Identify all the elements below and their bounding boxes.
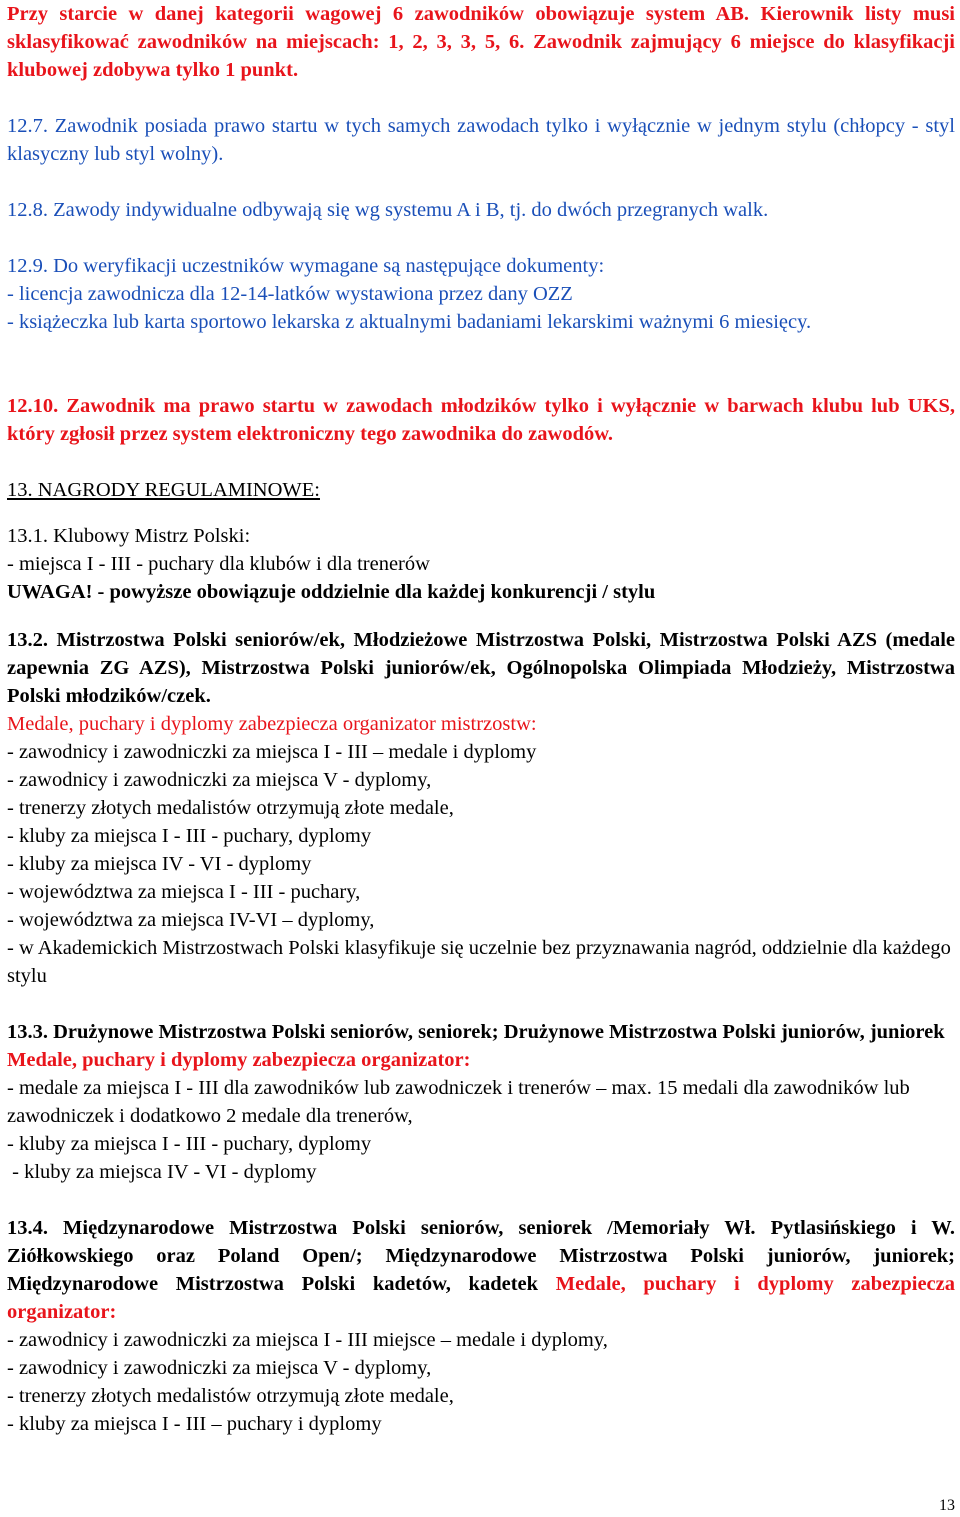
list-item: - kluby za miejsca IV - VI - dyplomy <box>7 853 312 875</box>
list-item: - zawodnicy i zawodniczki za miejsca I - III – medale i dyplomy <box>7 741 537 763</box>
section-13-3-red-note: Medale, puchary i dyplomy zabezpiecza organizator: <box>7 1049 471 1071</box>
list-item: - województwa za miejsca I - III - puchary, <box>7 881 361 903</box>
section-13-3-item-cups: - kluby za miejsca I - III - puchary, dyplomy <box>7 1133 372 1155</box>
section-13-2 <box>7 626 955 990</box>
section-13-3-item-medals: - medale za miejsca I - III dla zawodników lub zawodniczek i trenerów – max. 15 medali dla zawodników lub zawodniczek i dodatkowo 2 medale dla trenerów, <box>7 1077 910 1127</box>
section-13-heading <box>7 476 955 504</box>
note-text: - powyższe obowiązuje oddzielnie dla każdej konkurencji / stylu <box>92 581 656 603</box>
page-number: 13 <box>939 1497 955 1514</box>
paragraph-12-7: 12.7. Zawodnik posiada prawo startu w tych samych zawodach tylko i wyłącznie w jednym stylu (chłopcy - styl klasyczny lub styl wolny). <box>7 115 955 165</box>
section-13-2-list <box>7 738 955 934</box>
paragraph-12-8: 12.8. Zawody indywidualne odbywają się wg systemu A i B, tj. do dwóch przegranych walk. <box>7 199 769 221</box>
paragraph-12-10-text: Zawodnik ma prawo startu w zawodach młodzików tylko i wyłącznie w barwach klubu lub UKS, który zgłosił przez system elektroniczny tego zawodnika do zawodów. <box>7 395 955 445</box>
section-13-1 <box>7 522 955 606</box>
section-13-4-list <box>7 1326 955 1438</box>
list-item: - województwa za miejsca IV-VI – dyplomy, <box>7 909 375 931</box>
paragraph-intro: Przy starcie w danej kategorii wagowej 6 zawodników obowiązuje system AB. Kierownik listy musi sklasyfikować zawodników na miejscach: 1, 2, 3, 3, 5, 6. Zawodnik zajmujący 6 miejsce do klasyfikacji klubowej zdobywa tylko 1 punkt. <box>7 3 955 81</box>
section-13-3-title: 13.3. Drużynowe Mistrzostwa Polski seniorów, seniorek; Drużynowe Mistrzostwa Polski juniorów, juniorek <box>7 1021 945 1043</box>
list-item: - trenerzy złotych medalistów otrzymują złote medale, <box>7 1385 454 1407</box>
list-item: - zawodnicy i zawodniczki za miejsca V - dyplomy, <box>7 769 432 791</box>
section-13-4 <box>7 1214 955 1438</box>
section-13-3-item-diplomas: - kluby za miejsca IV - VI - dyplomy <box>7 1161 317 1183</box>
section-13-3 <box>7 1018 955 1186</box>
section-13-2-title: 13.2. Mistrzostwa Polski seniorów/ek, Młodzieżowe Mistrzostwa Polski, Mistrzostwa Polski AZS (medale zapewnia ZG AZS), Mistrzostwa Polski juniorów/ek, Ogólnopolska Olimpiada Młodzieży, Mistrzostwa Polski młodzików/czek. <box>7 629 955 707</box>
paragraph-12-10 <box>7 392 955 448</box>
list-item: - zawodnicy i zawodniczki za miejsca V - dyplomy, <box>7 1357 432 1379</box>
paragraph-12-9 <box>7 252 955 336</box>
section-13-1-note <box>7 578 955 606</box>
section-13-1-title: 13.1. Klubowy Mistrz Polski: <box>7 525 251 547</box>
paragraph-12-9-item-licence: - licencja zawodnicza dla 12-14-latków wystawiona przez dany OZZ <box>7 283 573 305</box>
section-13-4-red-note: Medale, puchary i dyplomy zabezpiecza organizator: <box>7 1273 955 1323</box>
section-13-3-heading <box>7 1018 955 1074</box>
list-item: - trenerzy złotych medalistów otrzymują złote medale, <box>7 797 454 819</box>
section-13-1-item: - miejsca I - III - puchary dla klubów i dla trenerów <box>7 553 430 575</box>
paragraph-12-10-number: 12.10. <box>7 395 59 417</box>
section-13-2-last-item: - w Akademickich Mistrzostwach Polski klasyfikuje się uczelnie bez przyznawania nagród, oddzielnie dla każdego stylu <box>7 937 951 987</box>
section-13-4-title: 13.4. Międzynarodowe Mistrzostwa Polski seniorów, seniorek /Memoriały Wł. Pytlasińskiego i W. Ziółkowskiego oraz Poland Open/; Międzynarodowe Mistrzostwa Polski juniorów, juniorek; Międzynarodowe Mistrzostwa Polski kadetów, kadetek <box>7 1217 955 1295</box>
paragraph-12-9-item-medical: - książeczka lub karta sportowo lekarska z aktualnymi badaniami lekarskimi ważnymi 6 miesięcy. <box>7 311 812 333</box>
note-label: UWAGA! <box>7 581 93 603</box>
paragraph-12-9-intro: 12.9. Do weryfikacji uczestników wymagane są następujące dokumenty: <box>7 255 605 277</box>
section-13-heading-text: 13. NAGRODY REGULAMINOWE: <box>7 479 320 501</box>
list-item: - kluby za miejsca I - III – puchary i dyplomy <box>7 1413 382 1435</box>
list-item: - kluby za miejsca I - III - puchary, dyplomy <box>7 825 372 847</box>
list-item: - zawodnicy i zawodniczki za miejsca I - III miejsce – medale i dyplomy, <box>7 1329 608 1351</box>
section-13-4-heading <box>7 1214 955 1326</box>
section-13-2-red-note: Medale, puchary i dyplomy zabezpiecza organizator mistrzostw: <box>7 713 537 735</box>
